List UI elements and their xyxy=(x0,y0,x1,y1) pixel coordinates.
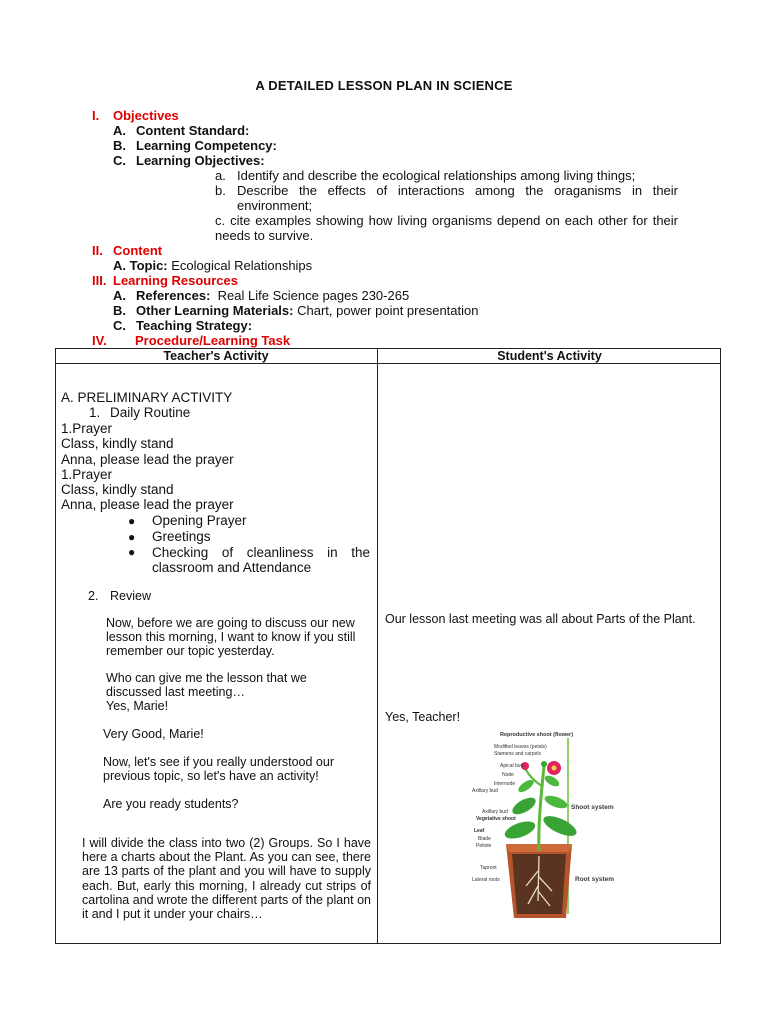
text-line: Anna, please lead the prayer xyxy=(61,497,234,512)
section-label: Objectives xyxy=(113,108,179,123)
item-label: Learning Objectives: xyxy=(136,153,265,168)
label-axillary-bud-1: Axillary bud xyxy=(472,788,498,794)
label-root-system: Root system xyxy=(575,876,615,883)
teacher-paragraph: Now, let's see if you really understood our previous topic, so let's have an activity! xyxy=(103,755,334,784)
item-number: B. xyxy=(113,303,126,318)
bullet-icon: ● xyxy=(128,545,136,559)
label-petiole: Petiole xyxy=(476,843,492,849)
objective-number: a. xyxy=(215,168,226,183)
label-shoot-system: Shoot system xyxy=(571,804,614,811)
bullet-item xyxy=(128,513,247,529)
topic-value: Ecological Relationships xyxy=(167,258,313,273)
bullet-item xyxy=(128,529,211,545)
teacher-paragraph: Yes, Marie! xyxy=(106,699,169,713)
item-label: Teaching Strategy: xyxy=(136,318,253,333)
item-number: A. xyxy=(113,288,126,303)
learning-objectives xyxy=(113,153,265,168)
topic-label: A. Topic: xyxy=(113,258,168,273)
section-procedure xyxy=(92,333,290,348)
label-reproductive-shoot: Reproductive shoot (flower) xyxy=(500,732,574,738)
teacher-paragraph: I will divide the class into two (2) Groups. So I have here a charts about the Plant. As you can see, there are 13 parts of the plant and you will have to supply each. But, early this morning, I already cut strips of cartolina and wrote the different parts of the plant on it and I put it under your chairs… xyxy=(82,836,371,922)
label-vegetative-shoot: Vegetative shoot xyxy=(476,816,516,822)
header-students-activity: Student's Activity xyxy=(497,349,602,363)
list-text: Daily Routine xyxy=(110,405,191,420)
bullet-icon: ● xyxy=(128,530,136,544)
bullet-icon: ● xyxy=(128,514,136,528)
section-number: IV. xyxy=(92,333,107,348)
review-item xyxy=(88,589,151,603)
plant-illustration xyxy=(468,726,628,926)
label-lateral-roots: Lateral roots xyxy=(472,877,500,883)
section-number: II. xyxy=(92,243,103,258)
label-modified-leaves: Modified leaves (petals) xyxy=(494,744,547,750)
daily-routine xyxy=(89,405,190,420)
learning-competency xyxy=(113,138,277,153)
page-title: A DETAILED LESSON PLAN IN SCIENCE xyxy=(255,78,513,93)
teaching-strategy xyxy=(113,318,252,333)
item-number: B. xyxy=(113,138,126,153)
text-line: Class, kindly stand xyxy=(61,436,174,451)
preliminary-activity-heading: A. PRELIMINARY ACTIVITY xyxy=(61,390,233,405)
student-response: Our lesson last meeting was all about Parts of the Plant. xyxy=(385,612,696,626)
text-line: 1.Prayer xyxy=(61,421,113,436)
column-divider xyxy=(377,348,378,944)
header-divider xyxy=(55,363,721,364)
item-label: Learning Competency: xyxy=(136,138,277,153)
text-line: Class, kindly stand xyxy=(61,482,174,497)
label-internode: Internode xyxy=(494,781,516,787)
section-objectives xyxy=(92,108,179,123)
item-number: C. xyxy=(113,153,126,168)
label-apical-bud: Apical bud xyxy=(500,763,524,769)
label-leaf: Leaf xyxy=(474,828,485,834)
list-number: 1. xyxy=(89,405,101,420)
label-blade: Blade xyxy=(478,836,491,842)
other-learning-materials xyxy=(113,303,478,318)
teacher-paragraph: Very Good, Marie! xyxy=(103,727,204,741)
plant-parts-diagram xyxy=(468,726,628,926)
header-teachers-activity: Teacher's Activity xyxy=(163,349,269,363)
teacher-paragraph: Who can give me the lesson that we discussed last meeting… xyxy=(106,671,307,700)
references xyxy=(113,288,409,303)
item-value: Chart, power point presentation xyxy=(293,303,479,318)
label-axillary-bud-2: Axillary bud xyxy=(482,809,508,815)
item-label: Content Standard: xyxy=(136,123,250,138)
content-standard xyxy=(113,123,249,138)
objective-c: c. cite examples showing how living organisms depend on each other for their needs to survive. xyxy=(215,213,678,243)
teacher-paragraph: Now, before we are going to discuss our new lesson this morning, I want to know if you still remember our topic yesterday. xyxy=(106,616,356,659)
objective-a xyxy=(215,168,678,183)
item-number: C. xyxy=(113,318,126,333)
objective-text: Identify and describe the ecological relationships among living things; xyxy=(237,168,636,183)
bullet-text: Greetings xyxy=(152,529,211,544)
section-number: III. xyxy=(92,273,107,288)
section-label: Procedure/Learning Task xyxy=(135,333,291,348)
bullet-item xyxy=(128,545,370,576)
item-number: A. xyxy=(113,123,126,138)
list-number: 2. xyxy=(88,589,99,603)
student-response: Yes, Teacher! xyxy=(385,710,461,724)
label-node: Node xyxy=(502,772,514,778)
item-value: Real Life Science pages 230-265 xyxy=(210,288,410,303)
section-number: I. xyxy=(92,108,100,123)
text-line: 1.Prayer xyxy=(61,467,113,482)
label-taproot: Taproot xyxy=(480,865,497,871)
objective-b xyxy=(215,183,678,213)
section-learning-resources xyxy=(92,273,238,288)
objective-text: Describe the effects of interactions among the oraganisms in their environment; xyxy=(237,183,678,213)
section-label: Learning Resources xyxy=(113,273,238,288)
label-stamens: Stamens and carpels xyxy=(494,751,541,757)
teacher-paragraph: Are you ready students? xyxy=(103,797,239,811)
objective-number: b. xyxy=(215,183,226,198)
item-label: References: xyxy=(136,288,211,303)
item-label: Other Learning Materials: xyxy=(136,303,294,318)
section-content xyxy=(92,243,162,258)
topic xyxy=(113,258,312,273)
text-line: Anna, please lead the prayer xyxy=(61,452,234,467)
bullet-text: Opening Prayer xyxy=(152,513,247,528)
bullet-text: Checking of cleanliness in the classroom and Attendance xyxy=(152,545,370,576)
list-text: Review xyxy=(110,589,151,603)
section-label: Content xyxy=(113,243,163,258)
